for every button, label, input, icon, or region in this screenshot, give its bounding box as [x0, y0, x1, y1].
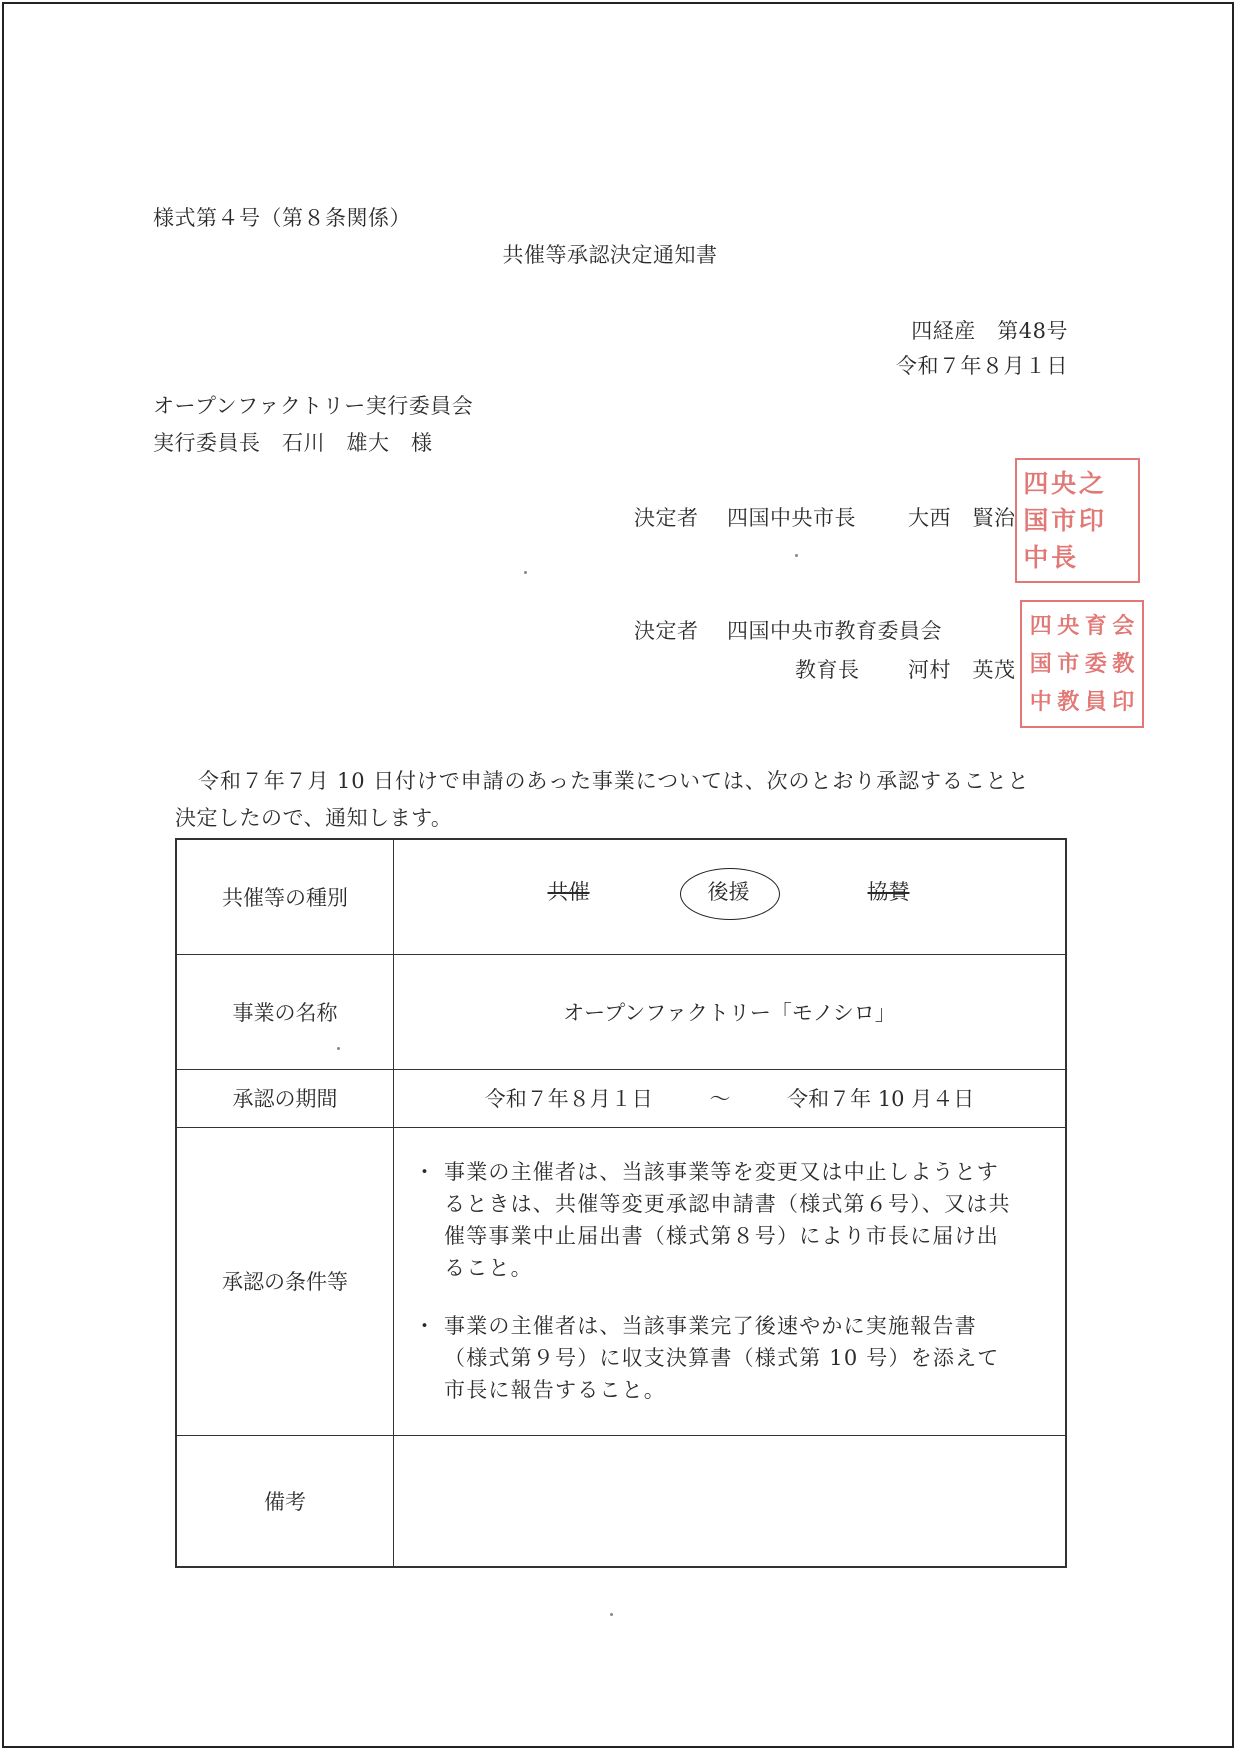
condition-item: ・ 事業の主催者は、当該事業等を変更又は中止しようとするときは、共催等変更承認申請書（様式第６号）、又は共催等事業中止届出書（様式第８号）により市長に届け出ること。	[414, 1160, 1011, 1280]
table-row-type	[176, 839, 1066, 954]
education-seal-characters: 四 国 中 央 市 教 育 委 員 会 教 印	[1029, 613, 1135, 715]
period-value-cell	[394, 1069, 1067, 1127]
form-number: 様式第４号（第８条関係）	[153, 206, 411, 230]
approval-table	[175, 838, 1067, 1568]
type-options	[520, 874, 940, 914]
conditions-cell	[394, 1127, 1067, 1435]
issue-date: 令和７年８月１日	[896, 354, 1068, 378]
condition-item: ・ 事業の主催者は、当該事業完了後速やかに実施報告書（様式第９号）に収支決算書（様式第 10 号）を添えて市長に報告すること。	[414, 1314, 1000, 1402]
intro-line-1: 令和７年７月 10 日付けで申請のあった事業については、次のとおり承認することと	[198, 769, 1030, 793]
period-label: 承認の期間	[176, 1069, 394, 1127]
remarks-value	[394, 1435, 1067, 1567]
recipient-org: オープンファクトリー実行委員会	[153, 394, 474, 418]
project-name: オープンファクトリー「モノシロ」	[394, 954, 1067, 1069]
mayor-seal	[1015, 458, 1140, 583]
conditions-list	[394, 1156, 1065, 1406]
scan-speck	[337, 1047, 340, 1050]
type-label: 共催等の種別	[176, 839, 394, 954]
period-start: 令和７年８月１日	[484, 1087, 653, 1111]
scan-speck	[524, 571, 527, 574]
type-value-cell	[394, 839, 1067, 954]
decider-1-label: 決定者	[634, 506, 699, 530]
decider-2-org: 四国中央市教育委員会	[727, 619, 942, 643]
document-title: 共催等承認決定通知書	[502, 243, 718, 267]
table-row-conditions	[176, 1127, 1066, 1435]
type-option-kouen: 後援	[707, 880, 750, 905]
type-option-kyousai: 共催	[547, 880, 590, 905]
intro-line-2: 決定したので、通知します。	[175, 806, 453, 830]
decider-2-name: 河村 英茂	[908, 658, 1016, 682]
document-number: 四経産 第48号	[911, 319, 1068, 343]
scan-speck	[610, 1613, 613, 1616]
scan-speck	[795, 554, 798, 557]
decider-2-label: 決定者	[634, 619, 699, 643]
name-label: 事業の名称	[176, 954, 394, 1069]
period-separator: ～	[709, 1087, 731, 1111]
table-row-period	[176, 1069, 1066, 1127]
decider-1-name: 大西 賢治	[908, 506, 1016, 530]
mayor-seal-characters: 四 国 中 央 市 長 之 印	[1023, 469, 1104, 572]
recipient-name: 実行委員長 石川 雄大 様	[153, 431, 433, 455]
education-seal	[1020, 600, 1144, 728]
condition-text: 事業の主催者は、当該事業完了後速やかに実施報告書（様式第９号）に収支決算書（様式第 10 号）を添えて市長に報告すること。	[444, 1314, 1000, 1402]
table-row-name	[176, 954, 1066, 1069]
condition-text: 事業の主催者は、当該事業等を変更又は中止しようとするときは、共催等変更承認申請書（様式第６号）、又は共催等事業中止届出書（様式第８号）により市長に届け出ること。	[444, 1160, 1011, 1280]
period-end: 令和７年 10 月４日	[787, 1087, 975, 1111]
conditions-label: 承認の条件等	[176, 1127, 394, 1435]
decider-2-title: 教育長	[795, 658, 860, 682]
remarks-label: 備考	[176, 1435, 394, 1567]
table-row-remarks	[176, 1435, 1066, 1567]
decider-1-org: 四国中央市長	[727, 506, 856, 530]
type-option-kyousan: 協賛	[867, 880, 910, 905]
